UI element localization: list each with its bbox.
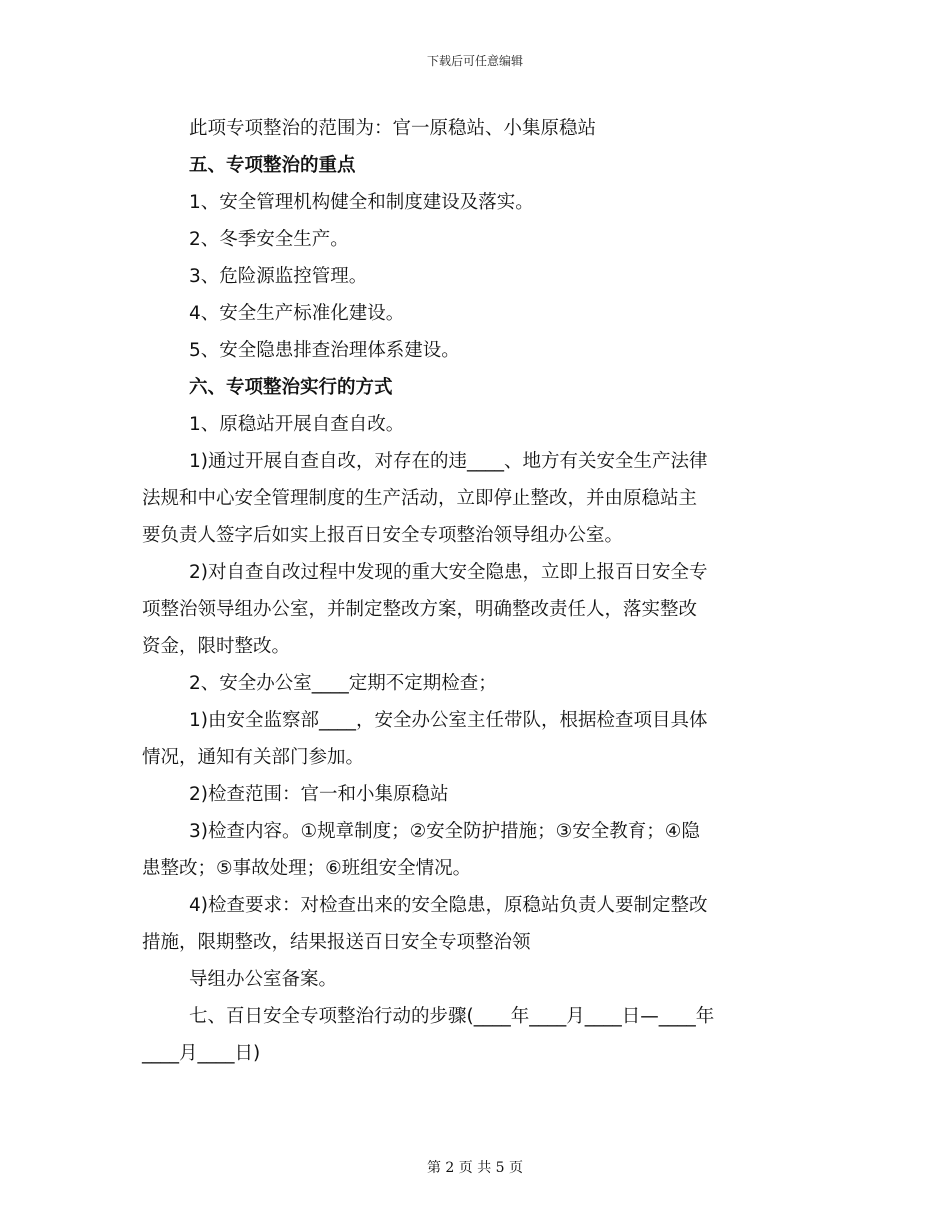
paragraph-line: 2)检查范围：官一和小集原稳站 <box>189 784 449 805</box>
list-item: 2、冬季安全生产。 <box>189 229 349 250</box>
paragraph-line: 资金，限时整改。 <box>142 636 291 657</box>
paragraph-line: 1)通过开展自查自改，对存在的违____、地方有关安全生产法律 <box>189 451 708 472</box>
paragraph-line: 3)检查内容。①规章制度；②安全防护措施；③安全教育；④隐 <box>189 821 700 842</box>
page-header: 下载后可任意编辑 <box>426 54 523 68</box>
paragraph-line: 导组办公室备案。 <box>189 969 338 990</box>
list-item: 1、原稳站开展自查自改。 <box>189 414 405 435</box>
paragraph-line: 此项专项整治的范围为：官一原稳站、小集原稳站 <box>189 118 597 139</box>
paragraph-line: 患整改；⑤事故处理；⑥班组安全情况。 <box>142 858 472 879</box>
paragraph-line: 4)检查要求：对检查出来的安全隐患，原稳站负责人要制定整改 <box>189 895 708 916</box>
document-body <box>142 110 802 1072</box>
list-item: 3、危险源监控管理。 <box>189 266 368 287</box>
paragraph-line: 措施，限期整改，结果报送百日安全专项整治领 <box>142 932 531 953</box>
list-item: 4、安全生产标准化建设。 <box>189 303 405 324</box>
paragraph-line: 法规和中心安全管理制度的生产活动，立即停止整改，并由原稳站主 <box>142 488 698 509</box>
paragraph-line: 2)对自查自改过程中发现的重大安全隐患，立即上报百日安全专 <box>189 562 708 583</box>
list-item: 5、安全隐患排查治理体系建设。 <box>189 340 460 361</box>
page-footer: 第 2 页 共 5 页 <box>426 1160 524 1176</box>
paragraph-line: 要负责人签字后如实上报百日安全专项整治领导组办公室。 <box>142 525 624 546</box>
paragraph-line: 1)由安全监察部____，安全办公室主任带队，根据检查项目具体 <box>189 710 708 731</box>
section-heading: 五、专项整治的重点 <box>189 155 356 176</box>
section-heading: 六、专项整治实行的方式 <box>189 377 393 398</box>
paragraph-line: ____月____日) <box>142 1043 261 1064</box>
paragraph-line: 项整治领导组办公室，并制定整改方案，明确整改责任人，落实整改 <box>142 599 698 620</box>
list-item: 2、安全办公室____定期不定期检查； <box>189 673 497 694</box>
section-heading: 七、百日安全专项整治行动的步骤(____年____月____日—____年 <box>189 1006 715 1027</box>
list-item: 1、安全管理机构健全和制度建设及落实。 <box>189 192 534 213</box>
paragraph-line: 情况，通知有关部门参加。 <box>142 747 365 768</box>
